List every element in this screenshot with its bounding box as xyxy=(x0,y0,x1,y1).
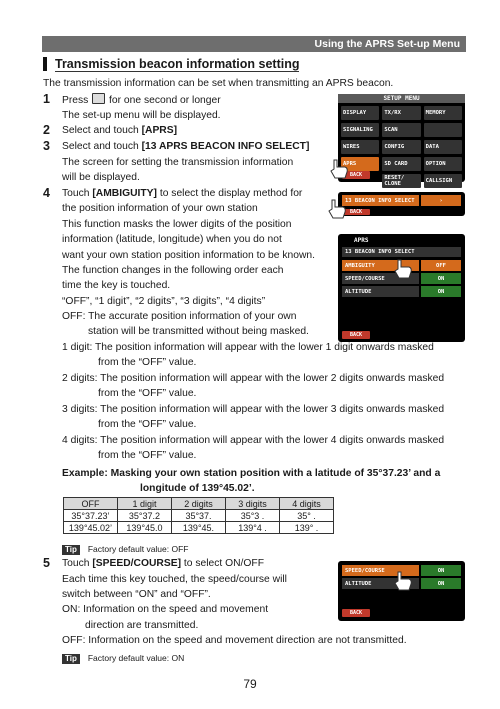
step-4-line: time the key is touched. xyxy=(62,280,171,291)
table-header: 4 digits xyxy=(280,498,334,510)
step-2-text: Select and touch [APRS] xyxy=(62,125,178,136)
table-header-row xyxy=(64,498,334,510)
screen-title: SETUP MENU xyxy=(338,94,465,103)
step-4-line: the position information of your own station xyxy=(62,203,258,214)
table-cell: 35°3 . xyxy=(226,510,280,522)
step-5-line: ON: Information on the speed and movement xyxy=(62,604,269,615)
pointing-hand-icon xyxy=(326,198,348,220)
altitude-item[interactable]: ALTITUDE ON xyxy=(342,578,461,589)
step-4-line: OFF: The accurate position information of your own xyxy=(62,311,297,322)
menu-scan[interactable]: SCAN xyxy=(382,123,420,137)
menu-reset-clone[interactable]: RESET/ CLONE xyxy=(382,174,420,188)
menu-signaling[interactable]: SIGNALING xyxy=(341,123,379,137)
altitude-item[interactable]: ALTITUDE ON xyxy=(342,286,461,297)
digit-desc: 4 digits: The position information will appear with the lower 4 digits onwards masked xyxy=(62,435,445,446)
menu-aprs[interactable]: APRS xyxy=(341,157,379,171)
menu-wires[interactable]: WIRES xyxy=(341,140,379,154)
step-4-line: information (latitude, longitude) when you do not xyxy=(62,234,282,245)
step-number: 5 xyxy=(43,556,50,570)
table-row xyxy=(64,522,334,534)
table-header: 3 digits xyxy=(226,498,280,510)
digit-desc: from the “OFF” value. xyxy=(98,357,197,368)
step-number: 2 xyxy=(43,123,50,137)
back-button[interactable]: BACK xyxy=(342,331,370,339)
menu-memory[interactable]: MEMORY xyxy=(424,106,462,120)
screen-subtitle: 13 BEACON INFO SELECT xyxy=(342,247,461,257)
step-3-text: Select and touch [13 APRS BEACON INFO SELECT] xyxy=(62,141,310,152)
section-title: Transmission beacon information setting xyxy=(43,57,299,71)
table-header: OFF xyxy=(64,498,118,510)
table-cell: 35°37.2 xyxy=(118,510,172,522)
step-4-line: want your own station position information to be known. xyxy=(62,250,315,261)
digit-desc: 3 digits: The position information will appear with the lower 3 digits onwards masked xyxy=(62,404,445,415)
speed-course-item[interactable]: SPEED/COURSE ON xyxy=(342,273,461,284)
menu-callsign[interactable]: CALLSIGN xyxy=(424,174,462,188)
tip-badge: Tip xyxy=(62,545,80,555)
beacon-info-select-item[interactable]: 13 BEACON INFO SELECT › xyxy=(342,195,461,206)
step-1-text: Press for one second or longer xyxy=(62,95,221,106)
step-5-line: switch between “ON” and “OFF”. xyxy=(62,589,211,600)
speed-course-item[interactable]: SPEED/COURSE ON xyxy=(342,565,461,576)
example-heading: longitude of 139°45.02’. xyxy=(140,483,255,494)
step-5-line: Each time this key touched, the speed/course will xyxy=(62,574,287,585)
masking-example-table xyxy=(63,497,334,534)
menu-txrx[interactable]: TX/RX xyxy=(382,106,420,120)
setup-menu-screen xyxy=(338,94,465,187)
step-number: 3 xyxy=(43,139,50,153)
back-button[interactable]: BACK xyxy=(342,609,370,617)
step-4-line: The function changes in the following order each xyxy=(62,265,284,276)
table-cell: 35°37. xyxy=(172,510,226,522)
table-cell: 35° . xyxy=(280,510,334,522)
pointing-hand-icon xyxy=(392,258,414,280)
digit-desc: from the “OFF” value. xyxy=(98,419,197,430)
menu-data[interactable]: DATA xyxy=(424,140,462,154)
step-5-line: OFF: Information on the speed and movement direction are not transmitted. xyxy=(62,635,407,646)
menu-sd-card[interactable]: SD CARD xyxy=(382,157,420,171)
table-cell: 139°45. xyxy=(172,522,226,534)
chevron-right-icon: › xyxy=(421,195,461,206)
example-heading: Example: Masking your own station position with a latitude of 35°37.23’ and a xyxy=(62,468,441,479)
step-3-note: will be displayed. xyxy=(62,172,140,183)
table-header: 2 digits xyxy=(172,498,226,510)
beacon-info-screen xyxy=(338,234,465,342)
table-row xyxy=(64,510,334,522)
step-4-line: This function masks the lower digits of the position xyxy=(62,219,292,230)
tip-badge: Tip xyxy=(62,654,80,664)
step-4-line: “OFF”, “1 digit”, “2 digits”, “3 digits”, “4 digits” xyxy=(62,296,266,307)
back-button[interactable]: BACK xyxy=(342,209,370,215)
intro-text: The transmission information can be set when transmitting an APRS beacon. xyxy=(43,78,394,89)
back-button[interactable]: BACK xyxy=(342,171,370,179)
step-number: 4 xyxy=(43,186,50,200)
menu-config[interactable]: CONFIG xyxy=(382,140,420,154)
running-header: Using the APRS Set-up Menu xyxy=(42,36,466,52)
step-4-line: station will be transmitted without being masked. xyxy=(88,326,309,337)
digit-desc: 1 digit: The position information will appear with the lower 1 digit onwards masked xyxy=(62,342,434,353)
digit-desc: from the “OFF” value. xyxy=(98,450,197,461)
pointing-hand-icon xyxy=(392,570,414,592)
ambiguity-item[interactable]: AMBIGUITY OFF xyxy=(342,260,461,271)
pointing-hand-icon xyxy=(328,158,350,180)
table-cell: 139° . xyxy=(280,522,334,534)
screen-title: APRS xyxy=(354,237,369,244)
step-4-text: Touch [AMBIGUITY] to select the display method for xyxy=(62,188,303,199)
page-number: 79 xyxy=(243,677,257,691)
table-cell: 35°37.23’ xyxy=(64,510,118,522)
step-3-note: The screen for setting the transmission information xyxy=(62,157,294,168)
menu-blank xyxy=(424,123,462,137)
table-cell: 139°45.0 xyxy=(118,522,172,534)
disp-key-icon xyxy=(92,93,105,104)
step-1-note: The set-up menu will be displayed. xyxy=(62,110,221,121)
menu-option[interactable]: OPTION xyxy=(424,157,462,171)
table-cell: 139°45.02’ xyxy=(64,522,118,534)
step-5-text: Touch [SPEED/COURSE] to select ON/OFF xyxy=(62,558,264,569)
table-header: 1 digit xyxy=(118,498,172,510)
tip-note: Tip Factory default value: OFF xyxy=(62,542,188,557)
beacon-select-screen xyxy=(338,192,465,216)
step-5-line: direction are transmitted. xyxy=(85,620,199,631)
table-cell: 139°4 . xyxy=(226,522,280,534)
digit-desc: from the “OFF” value. xyxy=(98,388,197,399)
menu-display[interactable]: DISPLAY xyxy=(341,106,379,120)
digit-desc: 2 digits: The position information will appear with the lower 2 digits onwards masked xyxy=(62,373,445,384)
tip-note: Tip Factory default value: ON xyxy=(62,651,184,666)
step-number: 1 xyxy=(43,92,50,106)
